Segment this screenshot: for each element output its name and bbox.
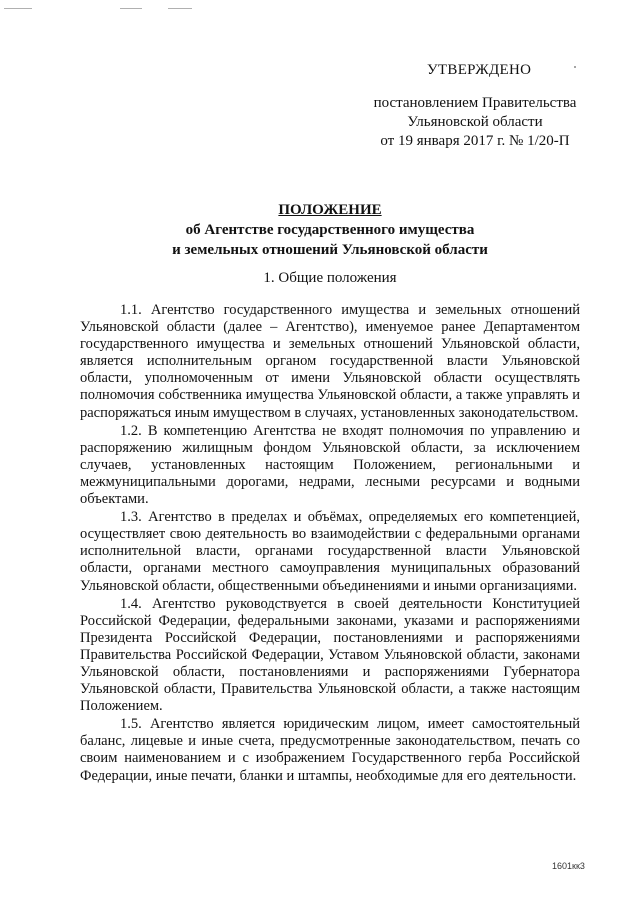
scan-artifact (4, 8, 32, 9)
decree-reference (360, 94, 590, 151)
document-title (80, 200, 580, 260)
title-line: ПОЛОЖЕНИЕ (278, 202, 382, 218)
title-line: и земельных отношений Ульяновской области (172, 242, 488, 258)
section-heading: 1. Общие положения (263, 270, 397, 286)
scan-artifact (120, 8, 142, 9)
scan-artifact (168, 8, 192, 9)
decree-line: постановлением Правительства (373, 95, 577, 111)
footer-code: 1601кк3 (552, 861, 585, 871)
decree-line: Ульяновской области (407, 114, 543, 130)
paragraph: 1.3. Агентство в пределах и объёмах, определяемых его компетенцией, осуществляет свою деятельность во взаимодействии с федеральными органами исполнительной власти, органами государственной власти Ульяновской области, органами местного самоуправления муниципальных образований Ульяновской области, общественными объединениями и иными организациями. (80, 509, 580, 594)
scan-artifact (574, 66, 576, 68)
approved-stamp: УТВЕРЖДЕНО (427, 62, 532, 78)
decree-line: от 19 января 2017 г. № 1/20-П (380, 133, 570, 149)
paragraph: 1.4. Агентство руководствуется в своей деятельности Конституцией Российской Федерации, федеральными законами, указами и распоряжениями Президента Российской Федерации, постановлениями и распоряжениями Правительства Российской Федерации, Уставом Ульяновской области, законами Ульяновской области, постановлениями и распоряжениями Губернатора Ульяновской области, Правительства Ульяновской области, а также настоящим Положением. (80, 595, 580, 715)
paragraph: 1.2. В компетенцию Агентства не входят полномочия по управлению и распоряжению жилищным фондом Ульяновской области, за исключением случаев, установленных настоящим Положением, региональными и межмуниципальными дорогами, недрами, лесными ресурсами и водными объектами. (80, 422, 580, 508)
paragraph: 1.5. Агентство является юридическим лицом, имеет самостоятельный баланс, лицевые и иные счета, предусмотренные законодательством, печать со своим наименованием и с изображением Государственного герба Российской Федерации, иные печати, бланки и штампы, необходимые для его деятельности. (80, 716, 580, 784)
document-body (80, 302, 580, 786)
paragraph: 1.1. Агентство государственного имущества и земельных отношений Ульяновской области (далее – Агентство), именуемое ранее Департаментом государственного имущества и земельных отношений Ульяновской области, является исполнительным органом государственной власти Ульяновской области, уполномоченным от имени Ульяновской области осуществлять полномочия собственника имущества Ульяновской области, а также управлять и распоряжаться иным имуществом в случаях, установленных законодательством. (80, 302, 580, 421)
title-line: об Агентстве государственного имущества (185, 222, 475, 238)
